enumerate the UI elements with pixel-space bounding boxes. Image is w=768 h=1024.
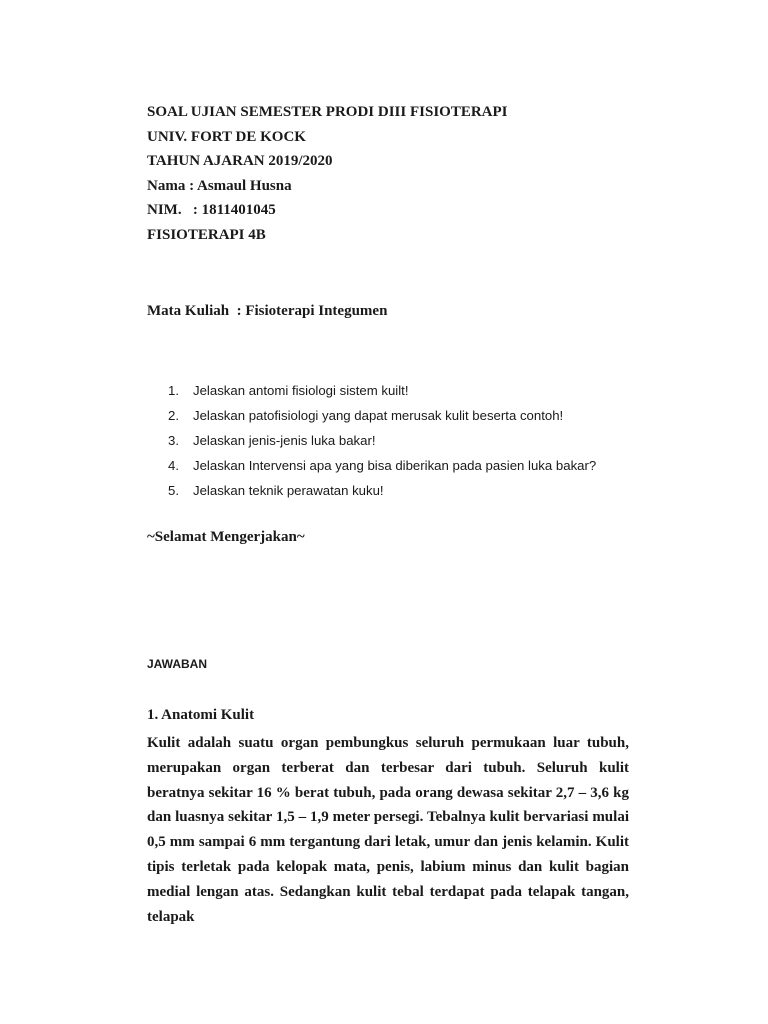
answers-heading: JAWABAN [147,657,208,671]
course-name: Mata Kuliah : Fisioterapi Integumen [147,303,388,319]
answer-title: 1. Anatomi Kulit [147,707,255,723]
question-text: Jelaskan patofisiologi yang dapat merusak kulit beserta contoh! [193,408,564,423]
list-item [168,403,596,428]
question-number: 1. [168,383,179,398]
question-text: Jelaskan jenis-jenis luka bakar! [193,433,376,448]
question-text: Jelaskan Intervensi apa yang bisa diberikan pada pasien luka bakar? [193,458,597,473]
list-item [168,453,596,478]
university-name: UNIV. FORT DE KOCK [147,128,306,145]
academic-year: TAHUN AJARAN 2019/2020 [147,153,333,169]
question-number: 2. [168,408,179,423]
document-header [147,100,508,247]
student-name: Nama : Asmaul Husna [147,177,292,194]
question-list [168,378,596,503]
class-name: FISIOTERAPI 4B [147,226,266,243]
question-number: 4. [168,458,179,473]
closing-greeting: ~Selamat Mengerjakan~ [147,529,305,545]
question-number: 3. [168,433,179,448]
list-item [168,378,596,403]
list-item [168,478,596,503]
question-text: Jelaskan teknik perawatan kuku! [193,483,384,498]
question-text: Jelaskan antomi fisiologi sistem kuilt! [193,383,409,398]
exam-title: SOAL UJIAN SEMESTER PRODI DIII FISIOTERAPI [147,104,508,120]
answer-paragraph: Kulit adalah suatu organ pembungkus seluruh permukaan luar tubuh, merupakan organ terberat dan terbesar dari tubuh. Seluruh kulit beratnya sekitar 16 % berat tubuh, pada orang dewasa sekitar 2,7 – 3,6 kg dan luasnya sekitar 1,5 – 1,9 meter persegi. Tebalnya kulit bervariasi mulai 0,5 mm sampai 6 mm tergantung dari letak, umur dan jenis kelamin. Kulit tipis terletak pada kelopak mata, penis, labium minus dan kulit bagian medial lengan atas. Sedangkan kulit tebal terdapat pada telapak tangan, telapak [147,735,629,925]
list-item [168,428,596,453]
question-number: 5. [168,483,179,498]
student-nim: NIM. : 1811401045 [147,202,276,218]
